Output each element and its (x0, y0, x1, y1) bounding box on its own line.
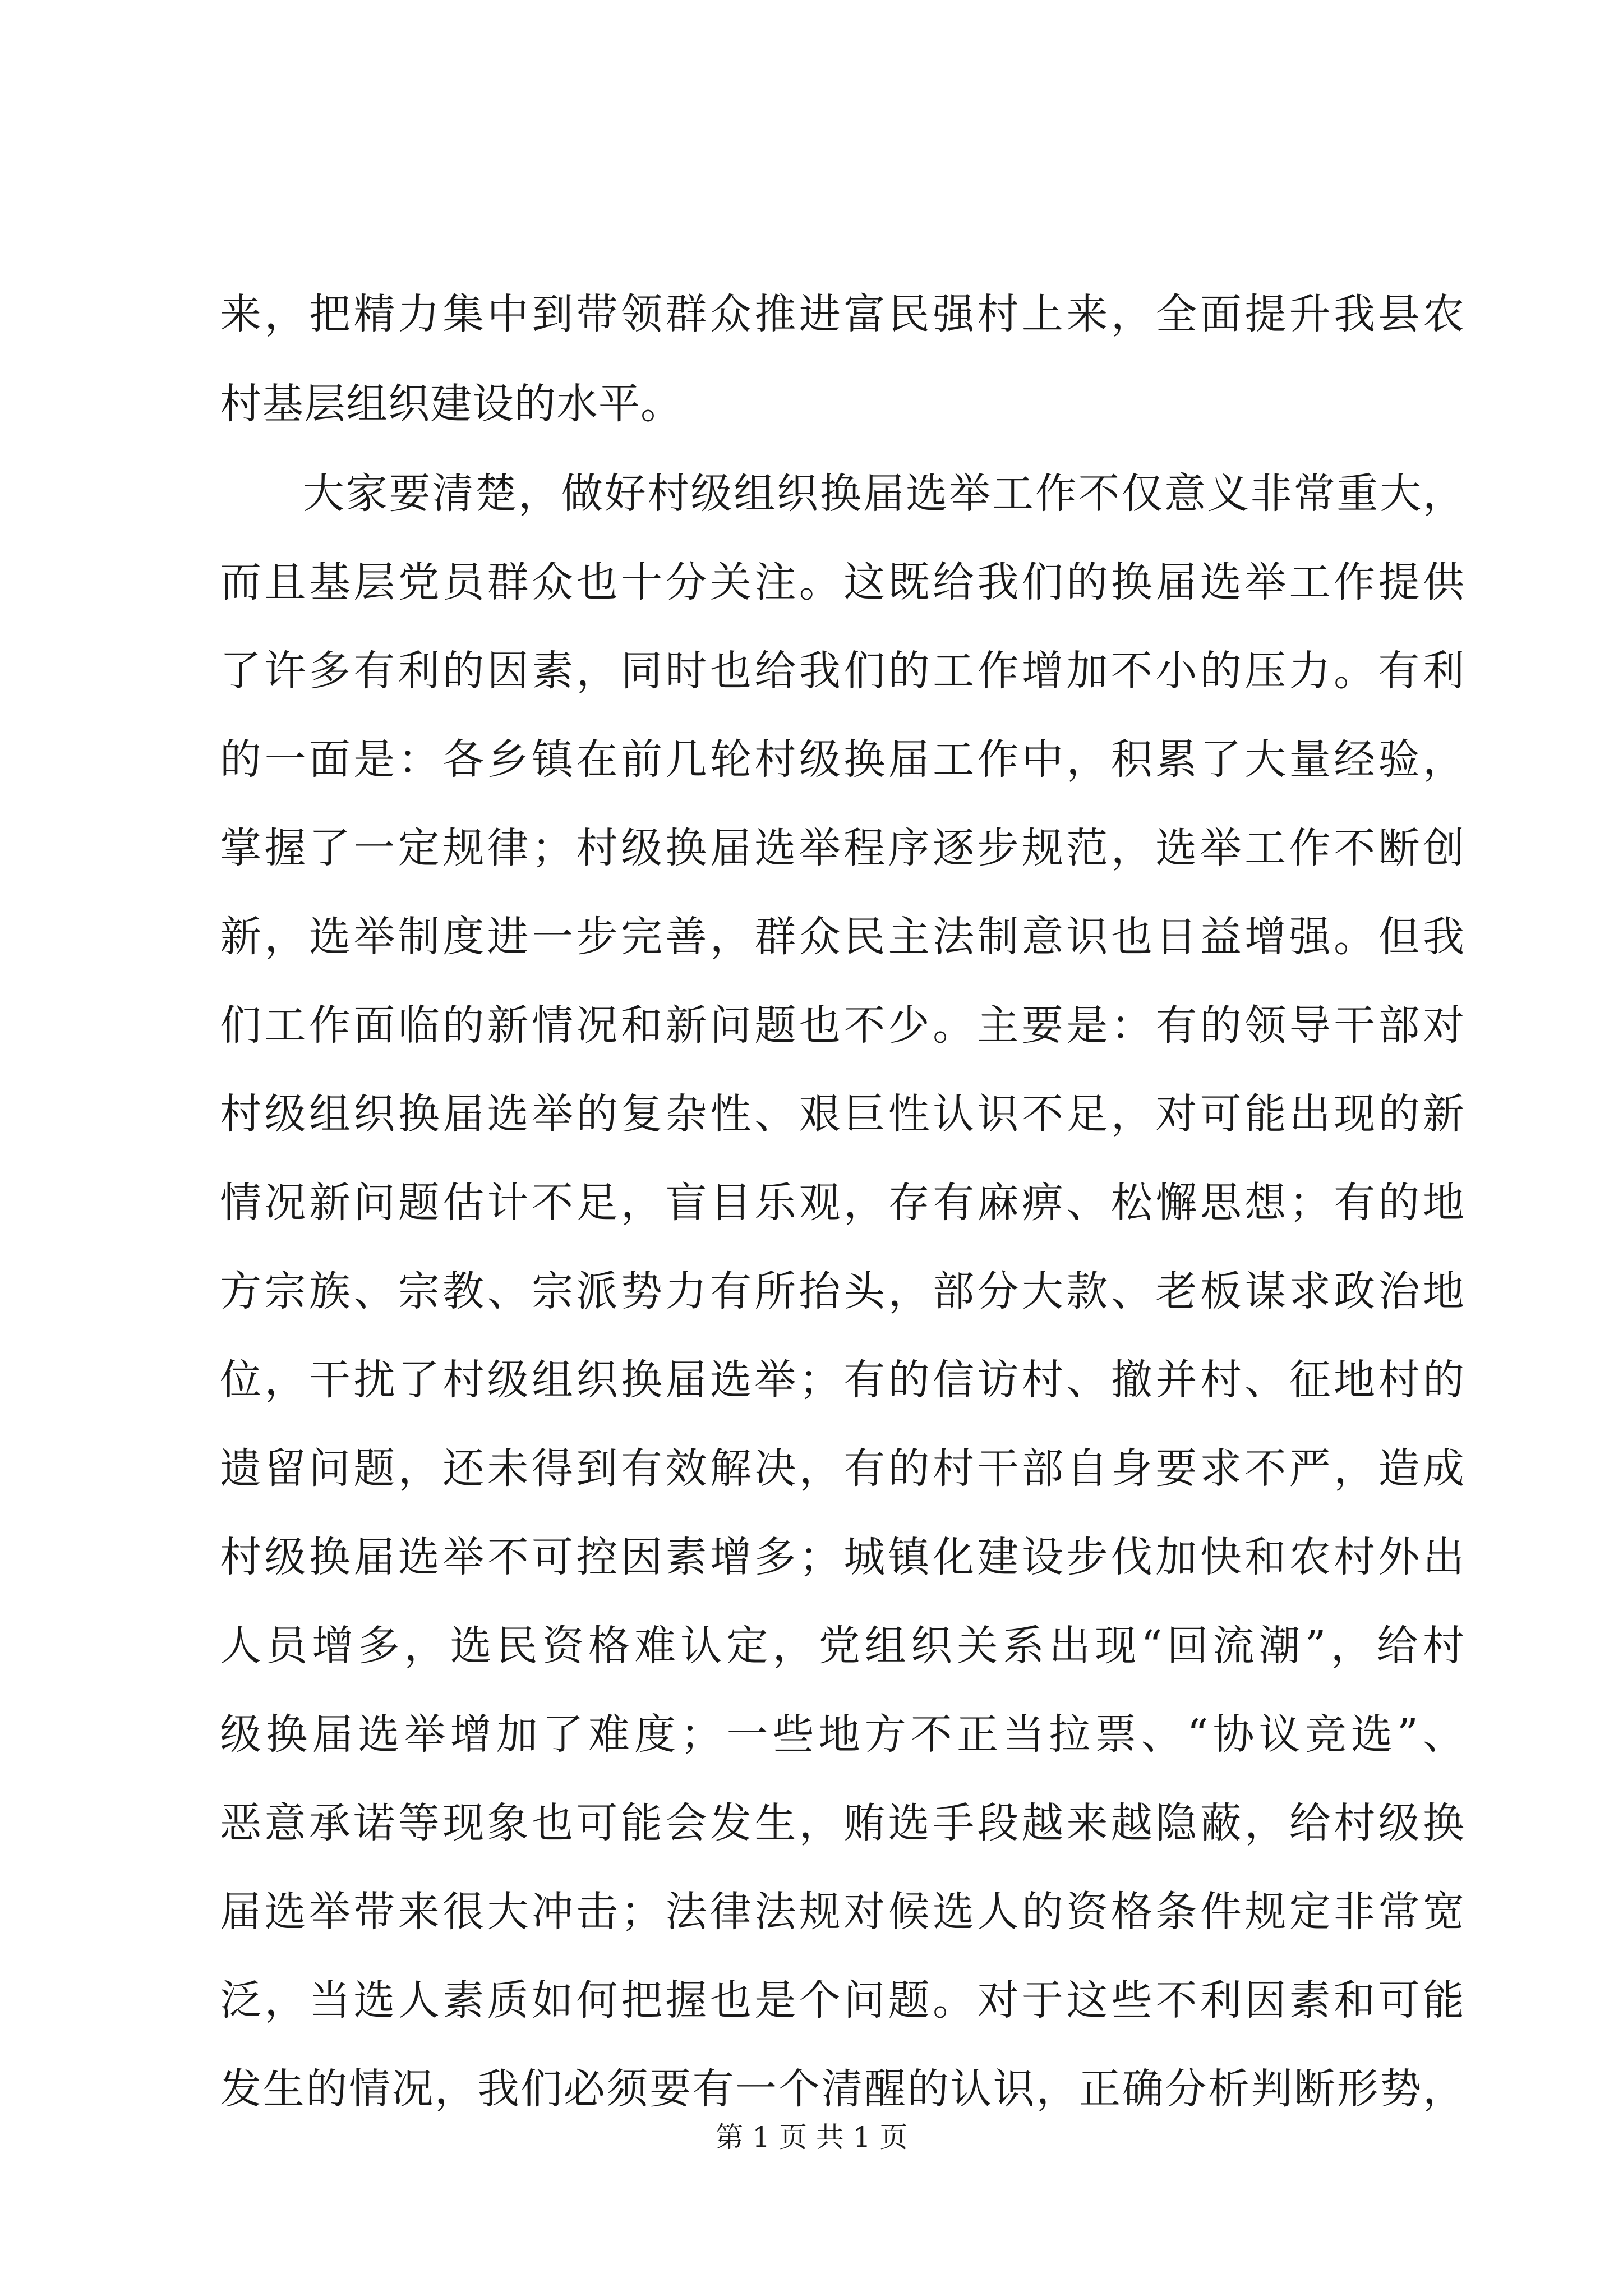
text-line: 遗留问题，还未得到有效解决，有的村干部自身要求不严，造成 (220, 1444, 1465, 1493)
text-line: 届选举带来很大冲击；法律法规对候选人的资格条件规定非常宽 (220, 1888, 1465, 1936)
text-line: 恶意承诺等现象也可能会发生，贿选手段越来越隐蔽，给村级换 (220, 1799, 1465, 1847)
text-line: 们工作面临的新情况和新问题也不少。主要是：有的领导干部对 (220, 1001, 1465, 1050)
text-line: 村级换届选举不可控因素增多；城镇化建设步伐加快和农村外出 (220, 1533, 1465, 1581)
paragraph-first-line: 大家要清楚，做好村级组织换届选举工作不仅意义非常重大， (303, 470, 1465, 518)
text-line: 级换届选举增加了难度；一些地方不正当拉票、“协议竞选”、 (220, 1710, 1465, 1759)
text-line: 掌握了一定规律；村级换届选举程序逐步规范，选举工作不断创 (220, 824, 1465, 872)
text-line: 新，选举制度进一步完善，群众民主法制意识也日益增强。但我 (220, 913, 1465, 961)
text-line: 村级组织换届选举的复杂性、艰巨性认识不足，对可能出现的新 (220, 1090, 1465, 1138)
text-line: 情况新问题估计不足，盲目乐观，存有麻痹、松懈思想；有的地 (220, 1179, 1465, 1227)
text-line: 来，把精力集中到带领群众推进富民强村上来，全面提升我县农 (220, 290, 1465, 338)
page-footer: 第 1 页 共 1 页 (715, 2121, 908, 2154)
text-line: 发生的情况，我们必须要有一个清醒的认识，正确分析判断形势， (220, 2065, 1465, 2113)
text-line: 方宗族、宗教、宗派势力有所抬头，部分大款、老板谋求政治地 (220, 1267, 1465, 1315)
text-line: 位，干扰了村级组织换届选举；有的信访村、撤并村、征地村的 (220, 1356, 1465, 1404)
text-line: 村基层组织建设的水平。 (220, 380, 683, 428)
text-line: 的一面是：各乡镇在前几轮村级换届工作中，积累了大量经验， (220, 735, 1465, 784)
text-line: 而且基层党员群众也十分关注。这既给我们的换届选举工作提供 (220, 558, 1465, 606)
text-line: 人员增多，选民资格难认定，党组织关系出现“回流潮”，给村 (220, 1622, 1465, 1670)
text-line: 了许多有利的因素，同时也给我们的工作增加不小的压力。有利 (220, 647, 1465, 695)
text-line: 泛，当选人素质如何把握也是个问题。对于这些不利因素和可能 (220, 1976, 1465, 2024)
